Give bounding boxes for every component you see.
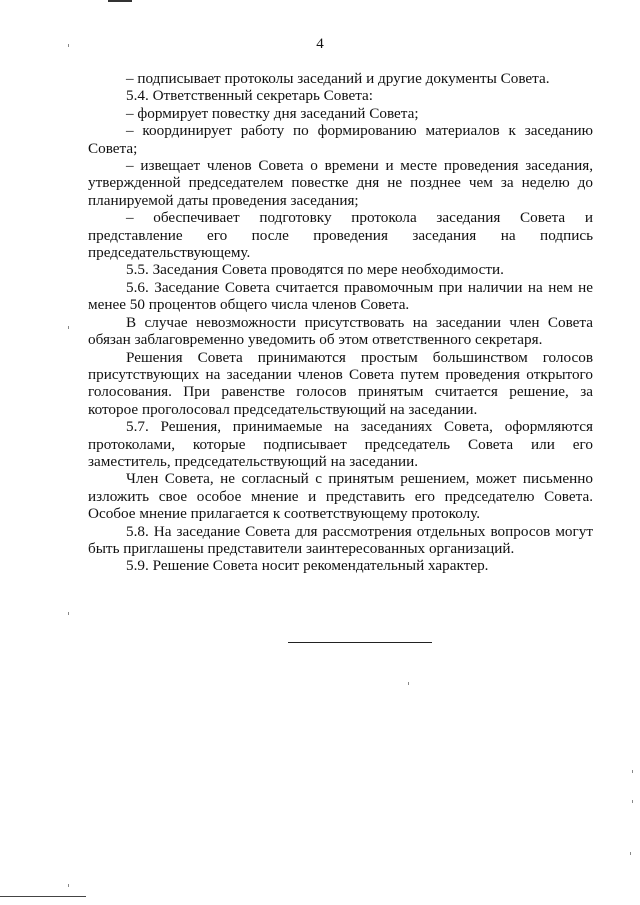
paragraph: – обеспечивает подготовку протокола заседания Совета и представление его после проведения заседания на подпись председательствующему. bbox=[88, 209, 593, 262]
paragraph: 5.9. Решение Совета носит рекомендательный характер. bbox=[126, 557, 489, 575]
end-separator-line bbox=[288, 642, 432, 643]
paragraph: – извещает членов Совета о времени и месте проведения заседания, утвержденной председателем повестке дня не позднее чем за неделю до планируемой даты проведения заседания; bbox=[88, 157, 593, 209]
paragraph: Решения Совета принимаются простым большинством голосов присутствующих на заседании членов Совета путем проведения открытого голосования. При равенстве голосов принятым считается решение, за которое проголосовал председательствующий на заседании. bbox=[88, 348, 593, 418]
paragraph: 5.6. Заседание Совета считается правомочным при наличии на нем не менее 50 процентов общего числа членов Совета. bbox=[88, 278, 593, 314]
paragraph: В случае невозможности присутствовать на заседании член Совета обязан заблаговременно уведомить об этом ответственного секретаря. bbox=[88, 313, 593, 349]
scan-speck bbox=[632, 770, 633, 773]
scan-speck bbox=[68, 884, 69, 887]
scan-speck bbox=[632, 800, 633, 803]
scan-speck bbox=[630, 852, 631, 855]
page-number: 4 bbox=[316, 36, 324, 52]
paragraph: – формирует повестку дня заседаний Совета; bbox=[126, 104, 419, 122]
paragraph: – координирует работу по формированию материалов к заседанию Совета; bbox=[88, 122, 593, 157]
scan-speck bbox=[68, 326, 69, 329]
scan-speck bbox=[68, 612, 69, 615]
paragraph: 5.8. На заседание Совета для рассмотрения отдельных вопросов могут быть приглашены представители заинтересованных организаций. bbox=[88, 522, 593, 557]
bottom-scan-line bbox=[0, 896, 86, 897]
scan-speck bbox=[68, 44, 69, 47]
top-scan-line bbox=[108, 0, 132, 2]
paragraph: – подписывает протоколы заседаний и другие документы Совета. bbox=[126, 70, 550, 87]
document-body bbox=[88, 70, 593, 575]
paragraph: 5.5. Заседания Совета проводятся по мере необходимости. bbox=[126, 261, 504, 279]
scan-speck bbox=[408, 682, 409, 685]
paragraph: 5.4. Ответственный секретарь Совета: bbox=[126, 87, 374, 105]
paragraph: Член Совета, не согласный с принятым решением, может письменно изложить свое особое мнение и представить его председателю Совета. Особое мнение прилагается к соответствующему протоколу. bbox=[88, 470, 593, 523]
paragraph: 5.7. Решения, принимаемые на заседаниях Совета, оформляются протоколами, которые подписывает председатель Совета или его заместитель, председательствующий на заседании. bbox=[88, 418, 593, 470]
